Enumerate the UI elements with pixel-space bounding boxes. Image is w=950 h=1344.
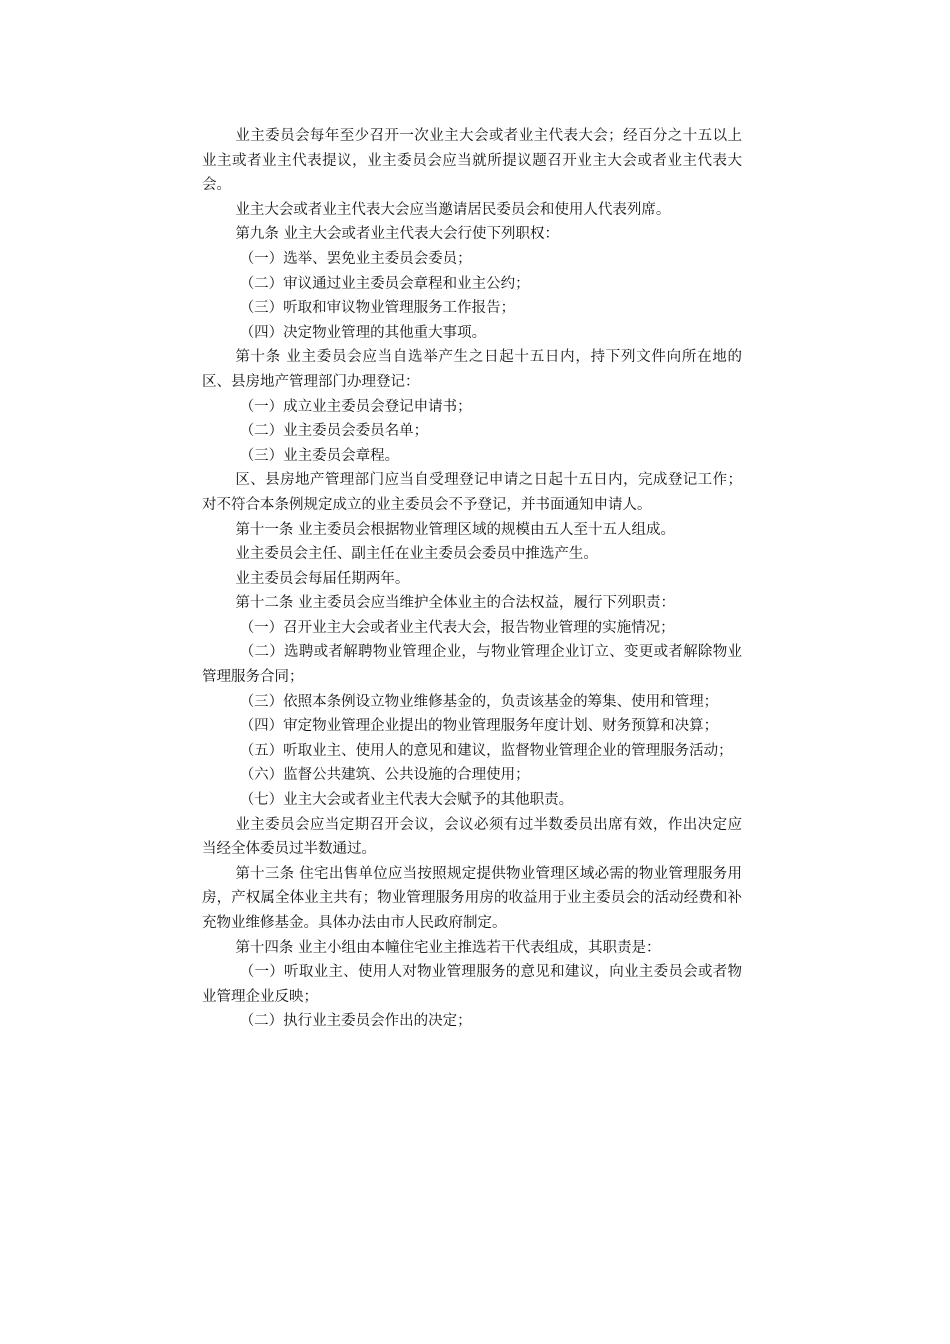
- list-item: （一）成立业主委员会登记申请书；: [239, 398, 472, 415]
- list-item: （四）决定物业管理的其他重大事项。: [239, 324, 487, 341]
- article-13-heading: 第十三条 住宅出售单位应当按照规定提供物业管理区域必需的物业管理服务用房，产权属全体业主共有；物业管理服务用房的收益用于业主委员会的活动经费和补充物业维修基金。具体办法由市人民政府制定。: [202, 865, 742, 931]
- article-14-heading: 第十四条 业主小组由本幢住宅业主推选若干代表组成，其职责是：: [235, 939, 661, 956]
- list-item: （二）业主委员会委员名单；: [239, 423, 429, 440]
- document-body: [202, 124, 742, 1034]
- list-item: （一）选举、罢免业主委员会委员；: [239, 250, 472, 267]
- list-item: （六）监督公共建筑、公共设施的合理使用；: [239, 767, 530, 784]
- list-item: （三）听取和审议物业管理服务工作报告；: [239, 300, 516, 317]
- list-item: （三）依照本条例设立物业维修基金的，负责该基金的筹集、使用和管理；: [239, 693, 719, 710]
- list-item: （四）审定物业管理企业提出的物业管理服务年度计划、财务预算和决算；: [239, 718, 719, 735]
- paragraph: 业主委员会应当定期召开会议，会议必须有过半数委员出席有效，作出决定应当经全体委员过半数通过。: [202, 816, 742, 858]
- paragraph: 业主委员会每届任期两年。: [235, 570, 410, 587]
- article-12-heading: 第十二条 业主委员会应当维护全体业主的合法权益，履行下列职责：: [235, 595, 675, 612]
- paragraph: 业主委员会主任、副主任在业主委员会委员中推选产生。: [235, 546, 598, 563]
- list-item: （二）执行业主委员会作出的决定；: [239, 1013, 472, 1030]
- article-10-heading: 第十条 业主委员会应当自选举产生之日起十五日内，持下列文件向所在地的区、县房地产管理部门办理登记：: [202, 349, 742, 390]
- list-item: （二）审议通过业主委员会章程和业主公约；: [239, 275, 530, 292]
- list-item: （三）业主委员会章程。: [239, 447, 400, 464]
- paragraph: 业主委员会每年至少召开一次业主大会或者业主代表大会；经百分之十五以上业主或者业主代表提议，业主委员会应当就所提议题召开业主大会或者业主代表大会。: [202, 128, 742, 194]
- paragraph: 区、县房地产管理部门应当自受理登记申请之日起十五日内，完成登记工作；对不符合本条例规定成立的业主委员会不予登记，并书面通知申请人。: [202, 472, 742, 513]
- list-item: （二）选聘或者解聘物业管理企业，与物业管理企业订立、变更或者解除物业管理服务合同；: [202, 644, 742, 686]
- list-item: （一）召开业主大会或者业主代表大会，报告物业管理的实施情况；: [239, 619, 675, 636]
- list-item: （七）业主大会或者业主代表大会赋予的其他职责。: [239, 792, 574, 809]
- list-item: （五）听取业主、使用人的意见和建议，监督物业管理企业的管理服务活动；: [239, 742, 733, 759]
- paragraph: 业主大会或者业主代表大会应当邀请居民委员会和使用人代表列席。: [235, 201, 671, 218]
- article-9-heading: 第九条 业主大会或者业主代表大会行使下列职权：: [235, 226, 559, 243]
- article-11-heading: 第十一条 业主委员会根据物业管理区域的规模由五人至十五人组成。: [235, 521, 675, 538]
- list-item: （一）听取业主、使用人对物业管理服务的意见和建议，向业主委员会或者物业管理企业反映；: [202, 964, 742, 1005]
